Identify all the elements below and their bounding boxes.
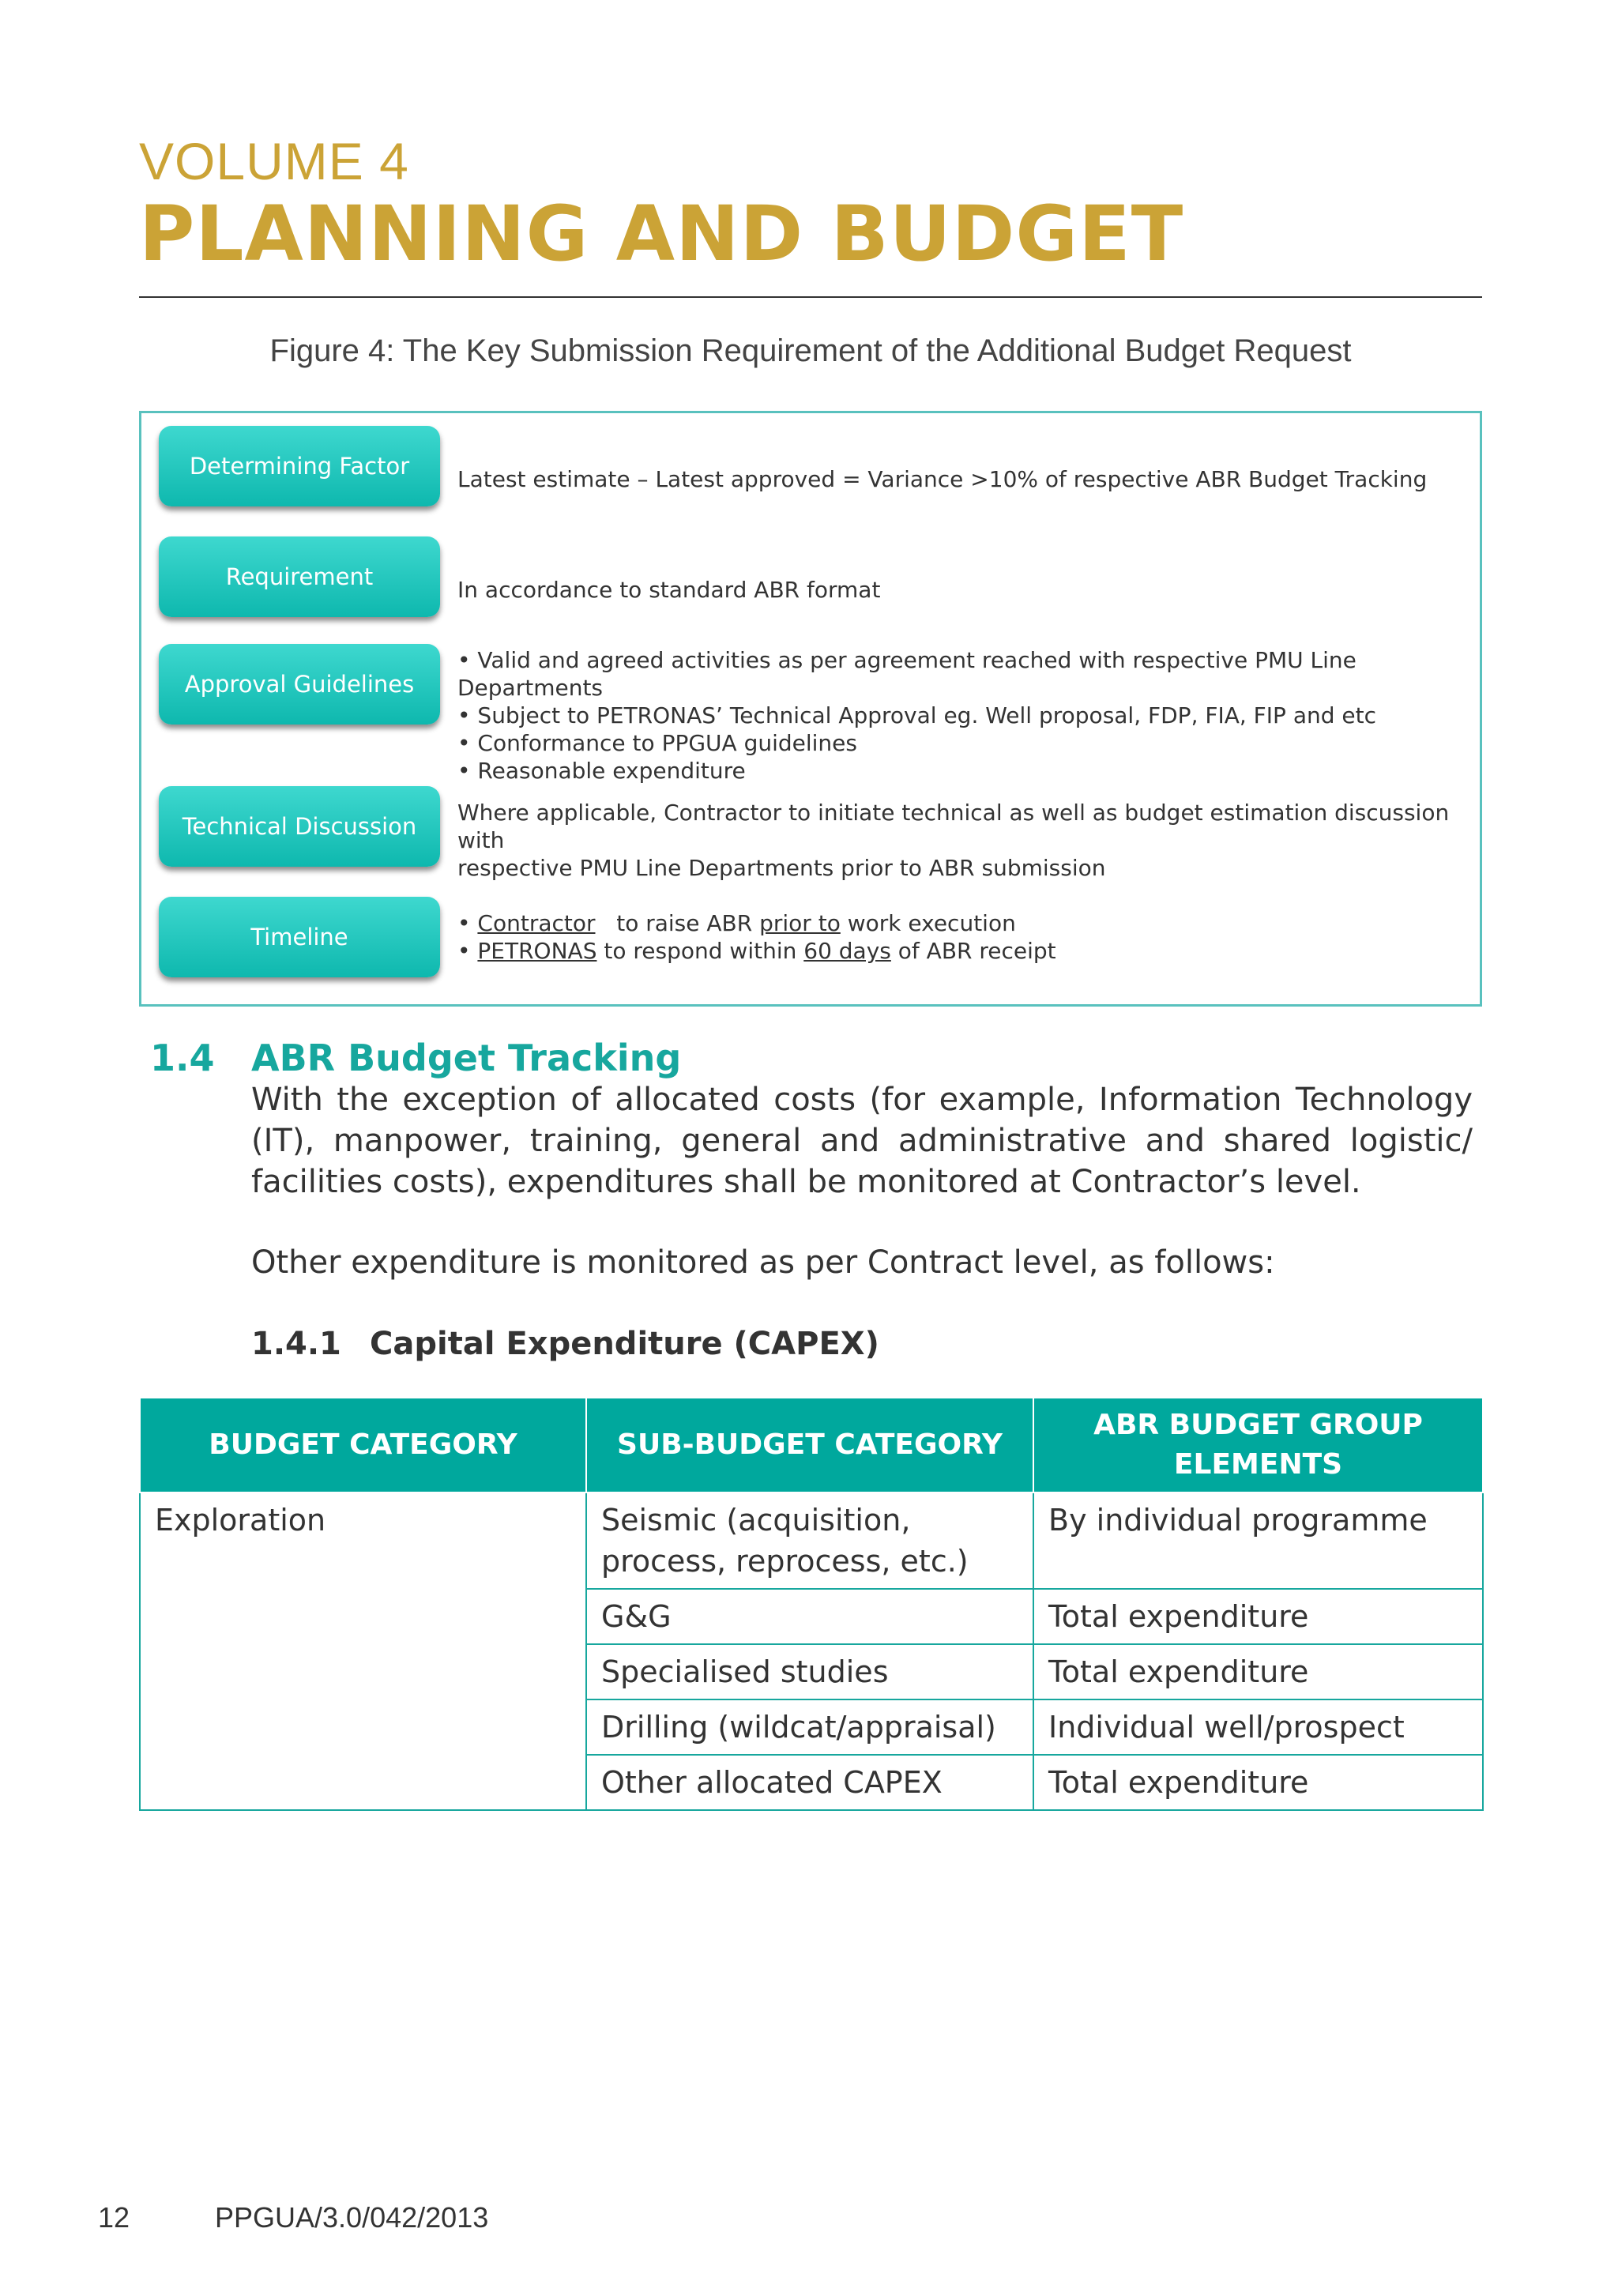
bullet: • bbox=[457, 910, 478, 936]
volume-label: VOLUME 4 bbox=[139, 132, 409, 190]
document-code: PPGUA/3.0/042/2013 bbox=[215, 2201, 489, 2234]
figure-caption: Figure 4: The Key Submission Requirement of the Additional Budget Request bbox=[269, 333, 1352, 368]
section-title: ABR Budget Tracking bbox=[251, 1037, 682, 1079]
table-header-row bbox=[140, 1398, 1483, 1492]
pill-timeline bbox=[159, 897, 440, 977]
cell-budget-category: Exploration bbox=[140, 1492, 586, 1810]
table-row bbox=[140, 1492, 1483, 1589]
cell-sub-budget: Specialised studies bbox=[586, 1644, 1033, 1699]
desc-line bbox=[457, 937, 1464, 965]
text: work execution bbox=[840, 910, 1016, 936]
pill-label: Approval Guidelines bbox=[184, 671, 415, 698]
submission-requirement-diagram bbox=[139, 411, 1482, 1007]
section-number: 1.4 bbox=[150, 1037, 215, 1079]
cell-group-element: By individual programme bbox=[1033, 1492, 1483, 1589]
pill-determining-factor bbox=[159, 426, 440, 506]
pill-technical-discussion bbox=[159, 786, 440, 867]
cell-group-element: Total expenditure bbox=[1033, 1589, 1483, 1644]
pill-label: Technical Discussion bbox=[182, 813, 417, 840]
desc-line: respective PMU Line Departments prior to ABR submission bbox=[457, 855, 1106, 881]
cell-group-element: Total expenditure bbox=[1033, 1755, 1483, 1810]
cell-sub-budget: G&G bbox=[586, 1589, 1033, 1644]
cell-sub-budget: Seismic (acquisition, process, reprocess, etc.) bbox=[586, 1492, 1033, 1589]
desc-determining-factor bbox=[457, 465, 1464, 493]
cell-group-element: Individual well/prospect bbox=[1033, 1699, 1483, 1755]
subsection-title: Capital Expenditure (CAPEX) bbox=[370, 1326, 879, 1362]
pill-label: Requirement bbox=[225, 563, 374, 590]
section-paragraph-2: Other expenditure is monitored as per Contract level, as follows: bbox=[251, 1244, 1275, 1281]
underlined-term: 60 days bbox=[803, 938, 891, 964]
cell-group-element: Total expenditure bbox=[1033, 1644, 1483, 1699]
bullet: • bbox=[457, 938, 478, 964]
pill-label: Determining Factor bbox=[189, 453, 410, 480]
capex-table bbox=[139, 1397, 1484, 1811]
pill-approval-guidelines bbox=[159, 644, 440, 725]
desc-requirement bbox=[457, 576, 1464, 604]
underlined-term: Contractor bbox=[477, 910, 596, 936]
text: to raise ABR bbox=[595, 910, 760, 936]
underlined-term: PETRONAS bbox=[477, 938, 597, 964]
pill-label: Timeline bbox=[250, 924, 348, 950]
page-title: PLANNING AND BUDGET bbox=[139, 190, 1184, 278]
desc-timeline bbox=[457, 909, 1464, 965]
desc-bullet: • Subject to PETRONAS’ Technical Approval eg. Well proposal, FDP, FIA, FIP and etc bbox=[457, 702, 1377, 728]
header-abr-budget-group-elements: ABR BUDGET GROUP ELEMENTS bbox=[1033, 1398, 1483, 1492]
section-paragraph-1: With the exception of allocated costs (for example, Information Technology (IT), manpower, training, general and administrative and shared logistic/ facilities costs), expenditures shall be monitored at Contractor’s level. bbox=[251, 1082, 1473, 1200]
page-number: 12 bbox=[98, 2201, 130, 2234]
text: of ABR receipt bbox=[890, 938, 1056, 964]
header-budget-category: BUDGET CATEGORY bbox=[140, 1398, 586, 1492]
desc-bullet: • Valid and agreed activities as per agreement reached with respective PMU Line Departments bbox=[457, 647, 1356, 701]
desc-text: In accordance to standard ABR format bbox=[457, 577, 881, 603]
pill-requirement bbox=[159, 536, 440, 617]
desc-line bbox=[457, 909, 1464, 937]
desc-line: Where applicable, Contractor to initiate technical as well as budget estimation discussion with bbox=[457, 800, 1450, 853]
cell-sub-budget: Drilling (wildcat/appraisal) bbox=[586, 1699, 1033, 1755]
desc-technical-discussion bbox=[457, 799, 1464, 882]
text: to respond within bbox=[596, 938, 804, 964]
desc-bullet: • Conformance to PPGUA guidelines bbox=[457, 730, 857, 756]
subsection-number: 1.4.1 bbox=[251, 1326, 341, 1362]
desc-bullet: • Reasonable expenditure bbox=[457, 758, 746, 784]
desc-text: Latest estimate – Latest approved = Variance >10% of respective ABR Budget Tracking bbox=[457, 466, 1428, 492]
underlined-term: prior to bbox=[759, 910, 841, 936]
header-sub-budget-category: SUB-BUDGET CATEGORY bbox=[586, 1398, 1033, 1492]
cell-sub-budget: Other allocated CAPEX bbox=[586, 1755, 1033, 1810]
header-divider bbox=[139, 296, 1482, 298]
desc-approval-guidelines bbox=[457, 646, 1464, 785]
